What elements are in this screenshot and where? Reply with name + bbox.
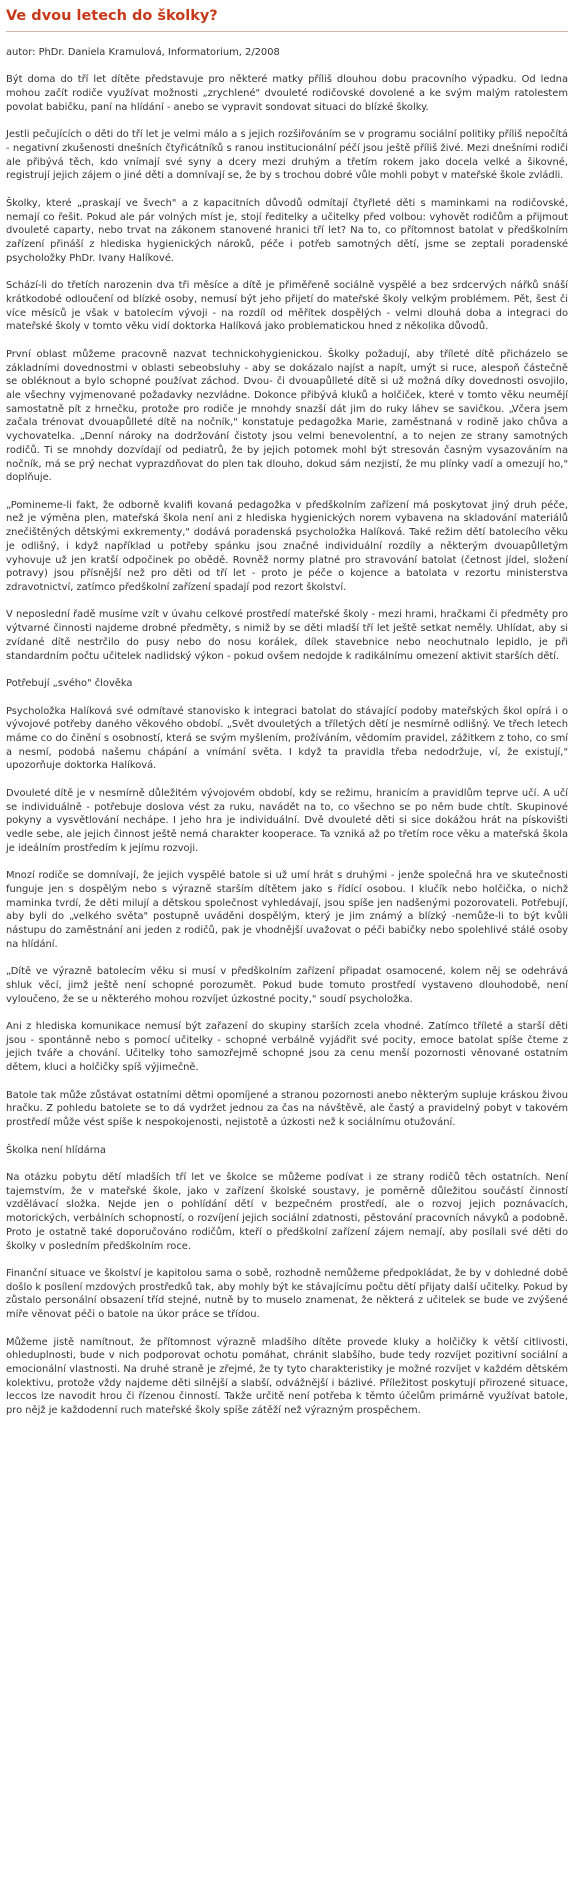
paragraph: „Dítě ve výrazně batolecím věku si musí v předškolním zařízení připadat osamocené, kolem něj se odehrává shluk věcí, jimž ještě není schopné porozumět. Pokud bude tomuto prostředí vystaveno dlouhodobě, není vyloučeno, že se u některého mohou rozvíjet úzkostné pocity," soudí psycholožka. — [6, 966, 568, 1005]
paragraph: Schází-li do třetích narozenin dva tři měsíce a dítě je přiměřeně sociálně vyspělé a bez srdcervých nářků snáší krátkodobé odloučení od blízké osoby, nemusí být jeho přijetí do mateřské školy velkým problémem. Pět, šest či více měsíců je však v batolecím vývoji - na rozdíl od měřítek dospělých - velmi dlouhá doba a integraci do mateřské školy v tomto věku vidí doktorka Halíková jako problematickou hned z několika důvodů. — [6, 280, 568, 333]
section-subheading: Potřebují „svého" člověka — [6, 678, 133, 690]
section-subheading: Školka není hlídárna — [6, 1144, 106, 1156]
article-body — [0, 32, 574, 1418]
paragraph: Dvouleté dítě je v nesmírně důležitém vývojovém období, kdy se režimu, hranicím a pravidlům teprve učí. A učí se individuálně - potřebuje doslova vést za ruku, navádět na to, co všechno se po něm bude chtít. Skupinové pokyny a vysvětlování nechápe. I jeho hra je individuální. Dvě dvouleté děti si sice dokážou hrát na pískovišti vedle sebe, ale jejich činnost ještě nemá charakter kooperace. Ta vzniká až po třetím roce věku a mateřská škola je ideálním prostředím k jejímu rozvoji. — [6, 787, 568, 854]
paragraph: Batole tak může zůstávat ostatními dětmi opomíjené a stranou pozornosti anebo některým supluje kráskou živou hračku. Z pohledu batolete se to dá vydržet jednou za čas na návštěvě, ale častý a pravidelný pobyt v takovém prostředí může vést spíše k nespokojenosti, nejistotě a úzkosti než k sociálnímu otužování. — [6, 1089, 568, 1129]
paragraph: První oblast můžeme pracovně nazvat technickohygienickou. Školky požadují, aby tříleté dítě přicházelo se základními dovednostmi v oblasti sebeobsluhy - aby se dokázalo najíst a napít, umýt si ruce, alespoň částečně se obléknout a bylo schopné používat záchod. Dvou- či dvouapůlleté dítě si už možná díky dovednosti osvojilo, ale všechny vyjmenované požadavky nezvládne. Dokonce přibývá kluků a holčiček, které v tomto věku neumějí samostatně pít z hrnečku, protože pro rodiče je mnohdy snazší dát jim do ruky láhev se savičkou. „Včera jsem začala trénovat dvouapůlleté dítě na nočník," konstatuje pedagožka Marie, zaměstnaná v rodině jako chůva a vychovatelka. „Denní nároky na dodržování čistoty jsou velmi benevolentní, a to nejen ze strany samotných rodičů. Ti se mnohdy dozvídají od pediatrů, že by jejich potomek mohl být stresován časným vysazováním na nočník, má se prý nechat vyprazdňovat do plen tak dlouho, dokud sám nezjistí, že mu plínky vadí a omezují ho," doplňuje. — [6, 348, 568, 484]
paragraph: Mnozí rodiče se domnívají, že jejich vyspělé batole si už umí hrát s druhými - jenže společná hra ve skutečnosti funguje jen s dospělým nebo s výrazně starším dítětem jako s řídící osobou. I klučík nebo holčička, o nichž maminka tvrdí, že děti milují a dětskou společnost vyhledávají, jsou spíše jen nadšenými pozorovateli. Potřebují, aby byli do „velkého světa" postupně uváděni dospělým, který je jim známý a blízký -nemůže-li to být kvůli nástupu do zaměstnání ani jeden z rodičů, pak je vhodnější uvažovat o péči babičky nebo spolehlivé stálé osoby na hlídání. — [6, 870, 568, 950]
paragraph: Můžeme jistě namítnout, že přítomnost výrazně mladšího dítěte provede kluky a holčičky k větší citlivosti, ohleduplnosti, bude v nich podporovat ochotu pomáhat, chránit slabšího, bude tedy rozvíjet pozitivní sociální a emocionální vlastnosti. Na druhé straně je zřejmé, že ty tyto charakteristiky je možné rozvíjet v každém dětském kolektivu, protože vždy najdeme děti silnější a slabší, odvážnější i bázlivé. Příležitost poskytují přirozené situace, leccos lze navodit hrou či řízenou činností. Takže určitě není potřeba k těmto účelům primárně využívat batole, pro nějž je každodenní ruch mateřské školy spíše zátěží než výrazným prospěchem. — [6, 1336, 568, 1417]
paragraph: Psycholožka Halíková své odmítavé stanovisko k integraci batolat do stávající podoby mateřských škol opírá i o vývojové potřeby daného věkového období. „Svět dvouletých a tříletých dětí je nesmírně odlišný. Ve třech letech máme co do činění s osobností, která se svým myšlením, prožíváním, vědomím pravidel, zážitkem z toho, co smí a nesmí, podobá našemu chápání a vnímání světa. I když ta pravidla třeba nedodržuje, ví, že existují," upozorňuje doktorka Halíková. — [6, 705, 568, 772]
paragraph: V neposlední řadě musíme vzít v úvahu celkové prostředí mateřské školy - mezi hrami, hračkami či předměty pro výtvarné činnosti najdeme drobné předměty, s nimiž by se děti mladší tří let ještě setkat neměly. Uhlídat, aby si zvídané dítě nestrčilo do pusy nebo do nosu korálek, dílek stavebnice nebo neochutnalo lepidlo, je při standardním počtu učitelek nadlidský výkon - pokud ovšem nedojde k radikálnímu omezení aktivit starších dětí. — [6, 609, 568, 662]
paragraph: Finanční situace ve školství je kapitolou sama o sobě, rozhodně nemůžeme předpokládat, že by v dohledné době došlo k posílení mzdových prostředků tak, aby mohly být ke stávajícímu počtu dětí přijaty další učitelky. Pokud by zůstalo personální obsazení tříd stejné, nutně by to muselo znamenat, že některá z učitelek se bude ve zvýšené míře věnovat péči o batole na úkor práce se třídou. — [6, 1267, 568, 1321]
article-author: autor: PhDr. Daniela Kramulová, Informatorium, 2/2008 — [6, 47, 280, 58]
paragraph: „Pomineme-li fakt, že odborně kvalifi kovaná pedagožka v předškolním zařízení má poskytovat jiný druh péče, než je výměna plen, mateřská škola není ani z hlediska hygienických norem vybavena na skladování materiálů znečištěných dětskými exkrementy," dodává poradenská psycholožka Halíková. Také režim dětí batolecího věku je odlišný, i když například u potřeby spánku jsou značné individuální rozdíly a některým dvouapůlletým vyhovuje už jen kratší odpočinek po obědě. Rovněž normy platné pro stravování batolat (četnost jídel, složení potravy) jsou přísnější než pro děti od tří let - proto je péče o kojence a batolata v rezortu ministerstva zdravotnictví, zatímco předškolní zařízení spadají pod rezort školství. — [6, 499, 568, 594]
paragraph: Na otázku pobytu dětí mladších tří let ve školce se můžeme podívat i ze strany rodičů těch ostatních. Není tajemstvím, že v mateřské škole, jako v zařízení školské soustavy, je poměrně důležitou součástí činností vzdělávací složka. Nejde jen o pohlídání dětí v bezpečném prostředí, ale o rozvoj jejich poznávacích, motorických, verbálních schopností, o rozvíjení jejich sociální zdatnosti, pěstování pracovních návyků a podobně. Proto je ostatně také doporučováno rodičům, kteří o předškolní zařízení zájem nemají, aby posílali své děti do školky v posledním předškolním roce. — [6, 1171, 568, 1252]
paragraph: Školky, které „praskají ve švech" a z kapacitních důvodů odmítají čtyřleté děti s maminkami na rodičovské, nemají co řešit. Pokud ale pár volných míst je, stojí ředitelky a učitelky před volbou: vyhovět rodičům a přijmout dvouleté caparty, nebo trvat na zákonem stanovené hranici tří let? Na to, co přítomnost batolat v předškolním zařízení přináší z hlediska hygienických nároků, péče i potřeb samotných dětí, jsme se zeptali poradenské psycholožky PhDr. Ivany Halíkové. — [6, 197, 568, 264]
article-title: Ve dvou letech do školky? — [6, 8, 218, 24]
paragraph: Být doma do tří let dítěte představuje pro některé matky příliš dlouhou dobu pracovního výpadku. Od ledna mohou začít rodiče využívat možnosti „zrychlené" dvouleté rodičovské dovolené a ke svým malým ratolestem povolat babičku, paní na hlídání - anebo se vypravit sondovat situaci do blízké školky. — [6, 74, 568, 113]
paragraph: Jestli pečujících o děti do tří let je velmi málo a s jejich rozšiřováním se v programu sociální politiky příliš nepočítá - negativní zkušenosti dnešních čtyřicátníků s ranou institucionální péčí jsou ještě příliš živé. Mezi dnešními rodiči ale přibývá těch, kdo vnímají své syny a dcery mezi druhým a třetím rokem jako docela velké a šikovné, registrují jejich zájem o jiné děti a domnívají se, že by s trochou dobré vůle mohli pobyt v mateřské škole zvládli. — [6, 129, 568, 182]
paragraph: Ani z hlediska komunikace nemusí být zařazení do skupiny starších zcela vhodné. Zatímco tříleté a starší děti jsou - spontánně nebo s pomocí učitelky - schopné verbálně vyjádřit své pocity, emoce batolat spíše čteme z jejich tváře a chování. Učitelky toho samozřejmě schopné jsou za cenu menší pozornosti věnované ostatním dětem, kluci a holčičky spíš výjimečně. — [6, 1021, 568, 1074]
